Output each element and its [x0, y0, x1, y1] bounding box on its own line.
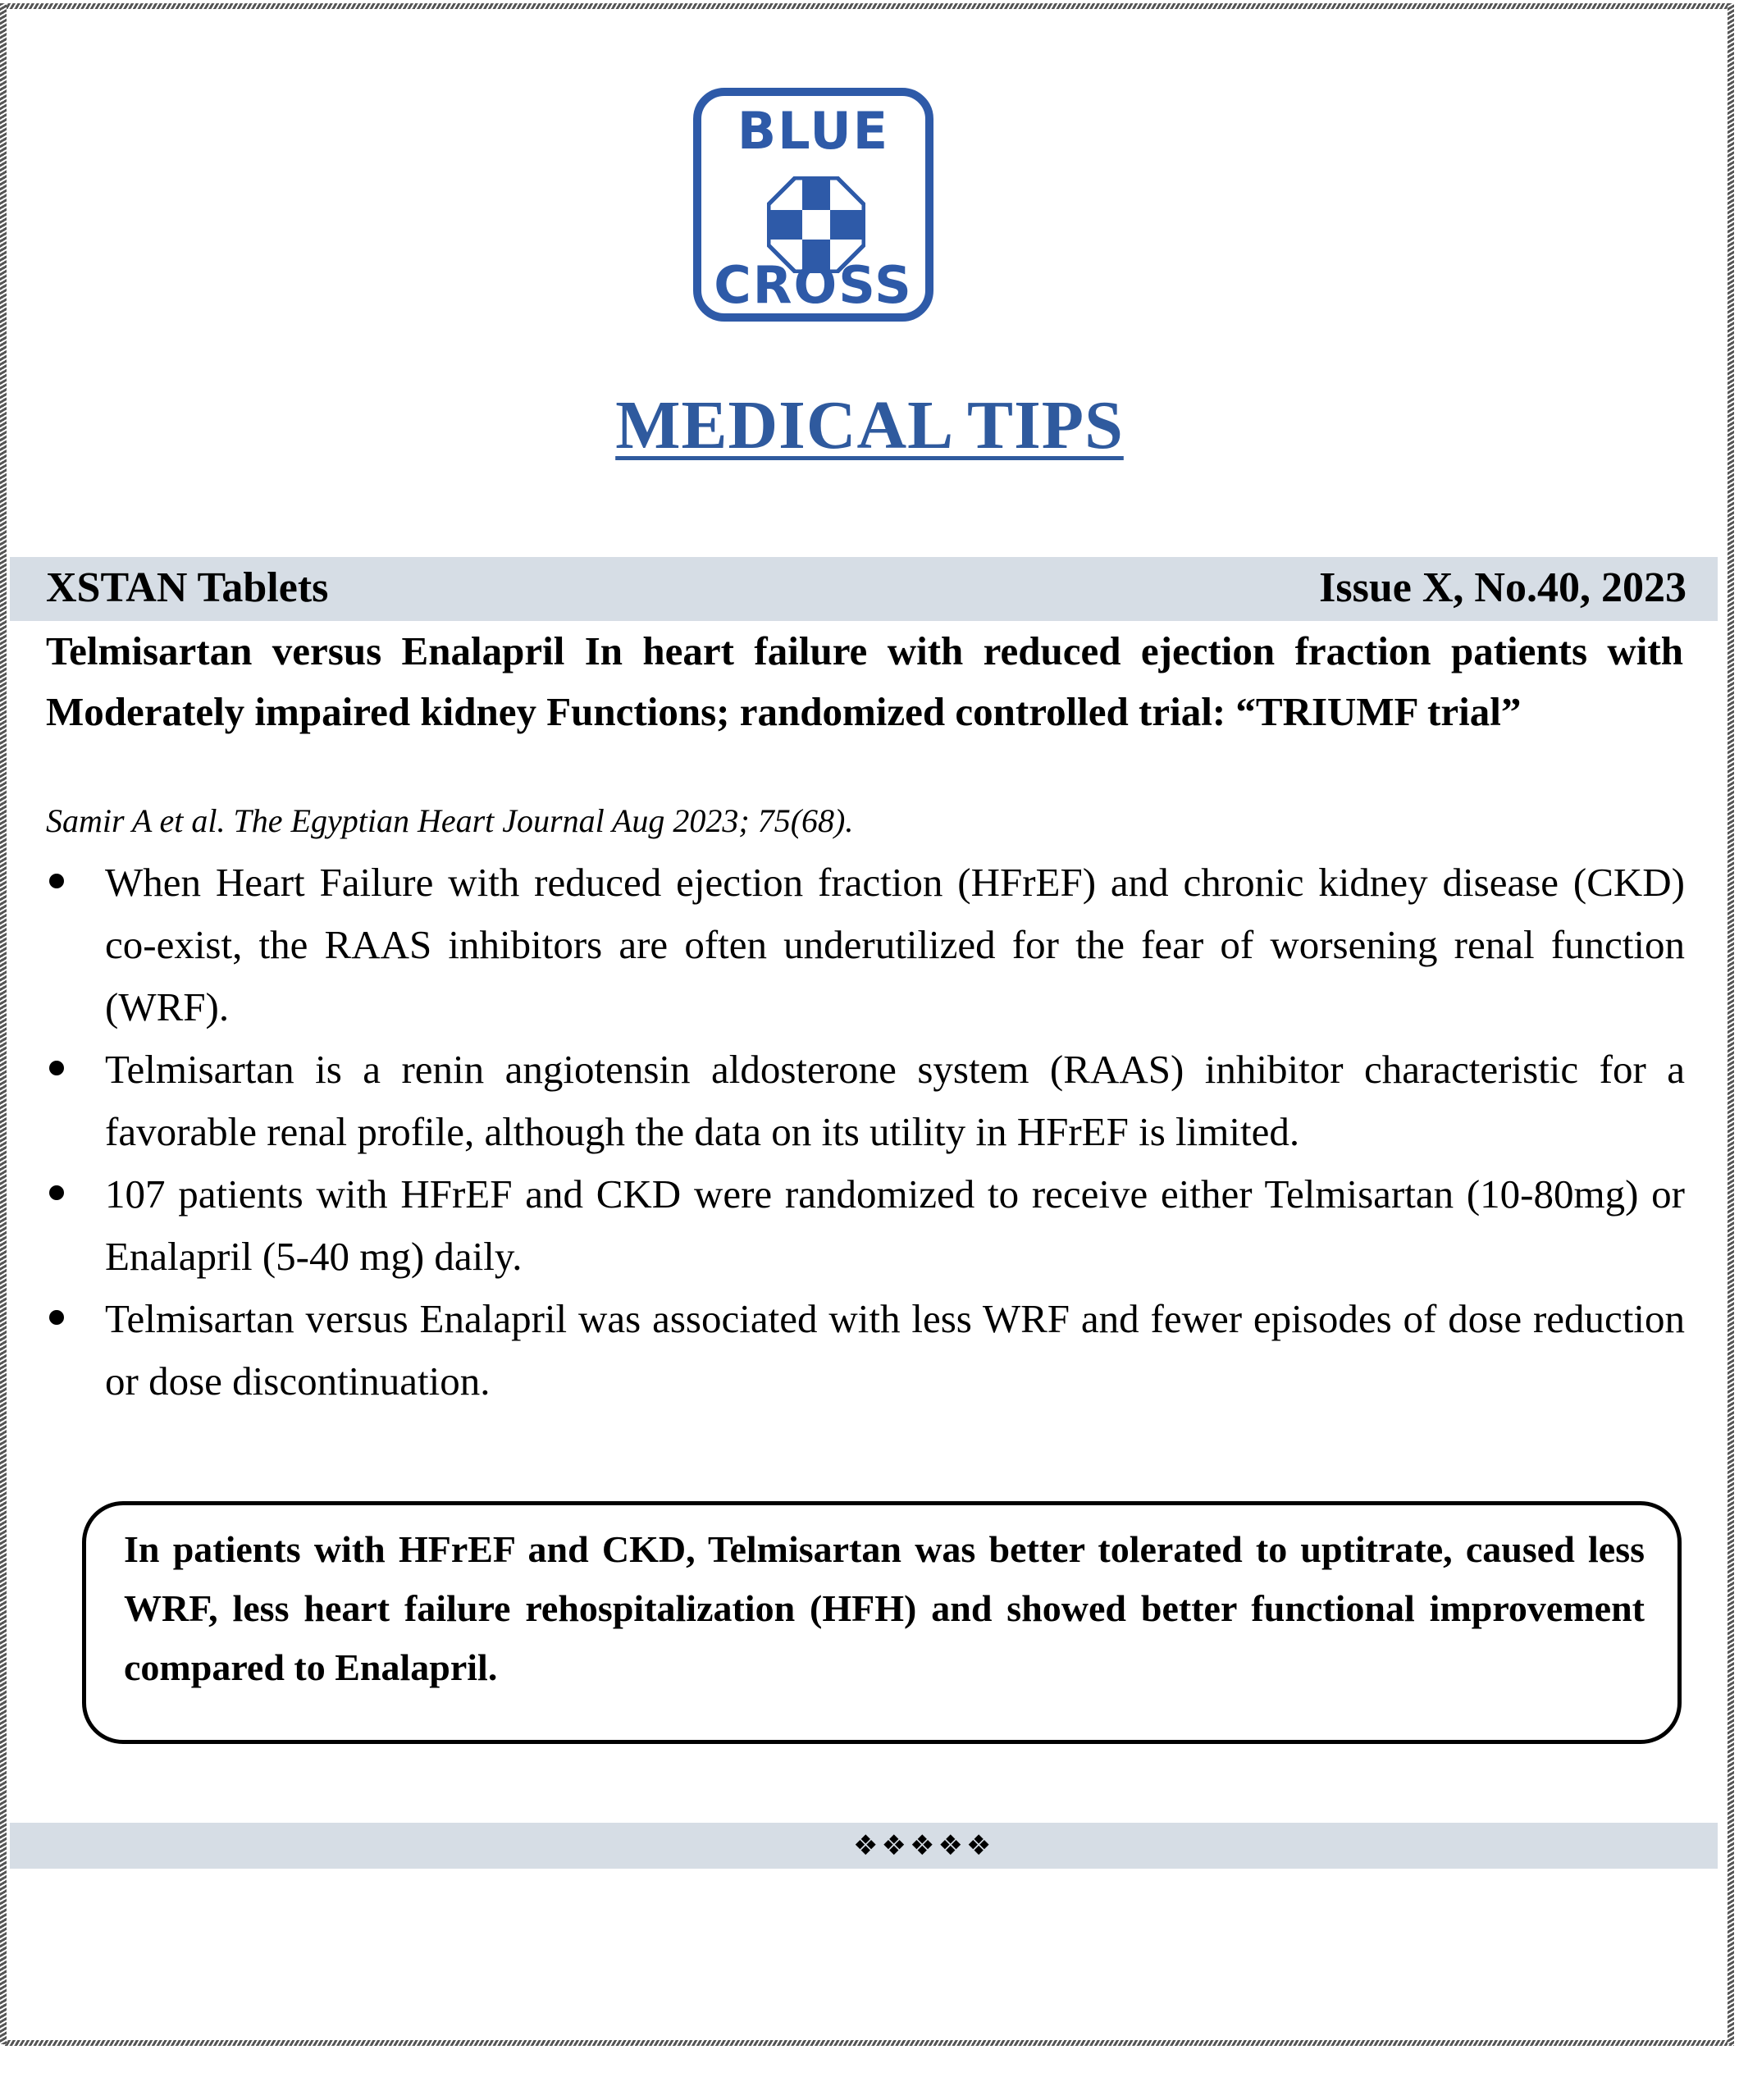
conclusion-text: In patients with HFrEF and CKD, Telmisartan was better tolerated to uptitrate, caused less WRF, less heart failure rehospitalization (HFH) and showed better functional improvement compared to Enalapril.	[124, 1528, 1645, 1688]
blue-cross-logo	[693, 88, 933, 322]
bullet-icon	[49, 874, 64, 888]
list-item	[46, 1288, 1685, 1413]
issue-number: Issue X, No.40, 2023	[1319, 564, 1687, 611]
list-item	[46, 1163, 1685, 1288]
page-title-container	[0, 386, 1739, 465]
diamond-ornament-icon: ❖❖❖❖❖	[853, 1829, 995, 1862]
list-item-text: 107 patients with HFrEF and CKD were randomized to receive either Telmisartan (10-80mg) or Enalapril (5-40 mg) daily.	[105, 1171, 1685, 1279]
product-name: XSTAN Tablets	[46, 564, 329, 611]
logo-bottom-word: CROSS	[714, 255, 913, 315]
bullet-icon	[49, 1061, 64, 1075]
page-border-left	[0, 3, 7, 2044]
page-title: MEDICAL TIPS	[615, 387, 1124, 463]
footer-band	[10, 1823, 1718, 1869]
list-item	[46, 851, 1685, 1039]
bullet-icon	[49, 1185, 64, 1200]
page-border-right	[1728, 3, 1734, 2044]
key-points-list	[46, 851, 1685, 1413]
list-item-text: Telmisartan versus Enalapril was associated with less WRF and fewer episodes of dose reduction or dose discontinuation.	[105, 1296, 1685, 1404]
header-band	[10, 557, 1718, 621]
list-item-text: Telmisartan is a renin angiotensin aldosterone system (RAAS) inhibitor characteristic for a favorable renal profile, although the data on its utility in HFrEF is limited.	[105, 1047, 1685, 1154]
logo-top-word: BLUE	[737, 101, 890, 161]
page-border-bottom	[3, 2040, 1734, 2046]
conclusion-box	[82, 1501, 1682, 1744]
page-border-top	[3, 3, 1734, 9]
article-title: Telmisartan versus Enalapril In heart failure with reduced ejection fraction patients with Moderately impaired kidney Functions; randomized controlled trial: “TRIUMF trial”	[46, 628, 1683, 734]
list-item-text: When Heart Failure with reduced ejection fraction (HFrEF) and chronic kidney disease (CKD) co-exist, the RAAS inhibitors are often underutilized for the fear of worsening renal function (WRF).	[105, 860, 1685, 1029]
article-citation: Samir A et al. The Egyptian Heart Journal Aug 2023; 75(68).	[46, 802, 854, 839]
list-item	[46, 1039, 1685, 1163]
bullet-icon	[49, 1310, 64, 1325]
